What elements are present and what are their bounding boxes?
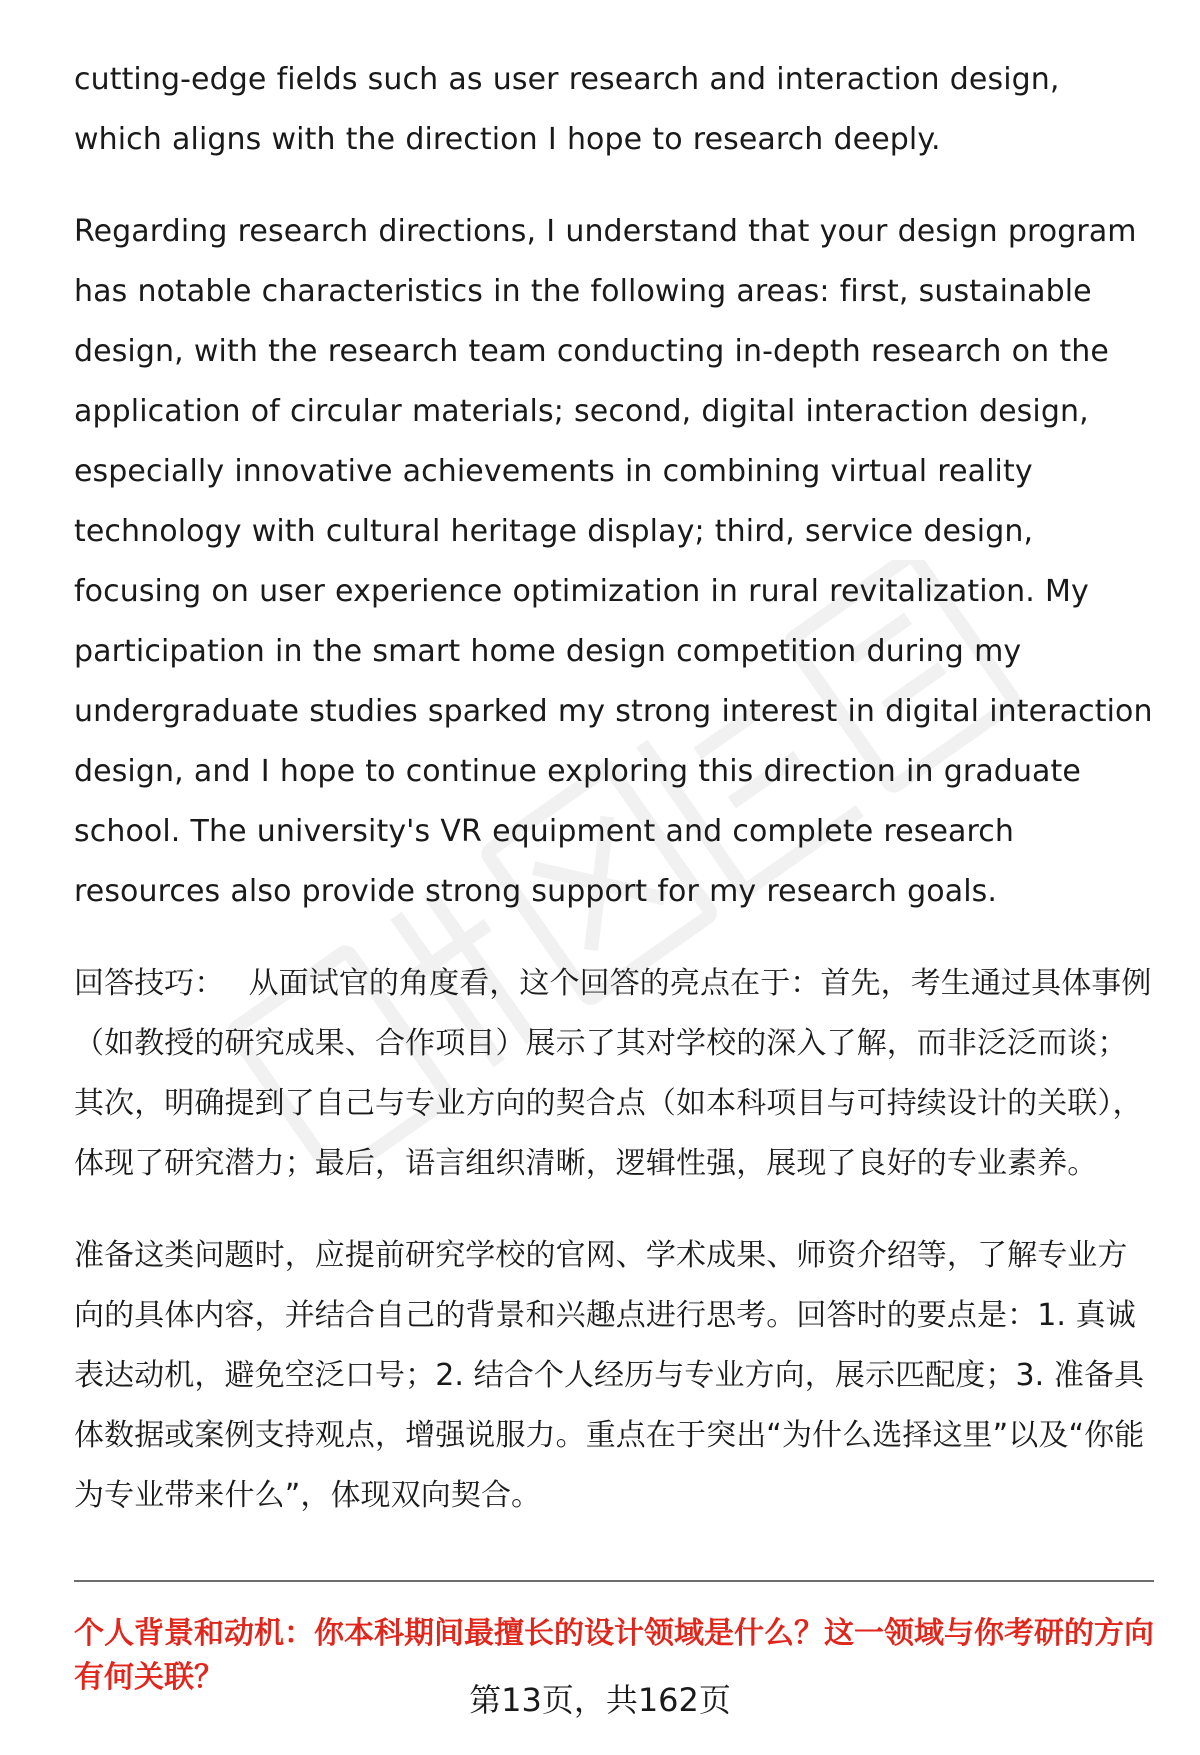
page-number-footer: 第13页，共162页 [469,1681,731,1719]
answer-tips-label: 回答技巧： [74,966,225,1001]
answer-paragraph-research-directions: Regarding research directions, I understand that your design program has notable characteristics in the following areas: first, sustainable design, with the research team conducting in-depth research on the application of circular materials; second, digital interaction design, especially innovative achievements in combining virtual reality technology with cultural heritage display; third, service design, focusing on user experience optimization in rural revitalization. My participation in the smart home design competition during my undergraduate studies sparked my strong interest in digital interaction design, and I hope to continue exploring this direction in graduate school. The university's VR equipment and complete research resources also provide strong support for my research goals. [74,214,1153,909]
answer-tips-text: 从面试官的角度看，这个回答的亮点在于：首先，考生通过具体事例（如教授的研究成果、合作项目）展示了其对学校的深入了解，而非泛泛而谈；其次，明确提到了自己与专业方向的契合点（如本科项目与可持续设计的关联），体现了研究潜力；最后，语言组织清晰，逻辑性强，展现了良好的专业素养。 [74,966,1152,1181]
answer-tips-paragraph [74,954,1154,1194]
preparation-advice-paragraph: 准备这类问题时，应提前研究学校的官网、学术成果、师资介绍等，了解专业方向的具体内容，并结合自己的背景和兴趣点进行思考。回答时的要点是：1. 真诚表达动机，避免空泛口号；2. 结合个人经历与专业方向，展示匹配度；3. 准备具体数据或案例支持观点，增强说服力。重点在于突出“为什么选择这里”以及“你能为专业带来什么”，体现双向契合。 [74,1238,1145,1513]
next-question-heading: 个人背景和动机：你本科期间最擅长的设计领域是什么？这一领域与你考研的方向有何关联？ [74,1616,1154,1695]
section-divider [74,1580,1154,1582]
answer-paragraph-intro: cutting-edge fields such as user research and interaction design, which aligns with the direction I hope to research deeply. [74,62,1060,157]
page-content [74,50,1154,1700]
